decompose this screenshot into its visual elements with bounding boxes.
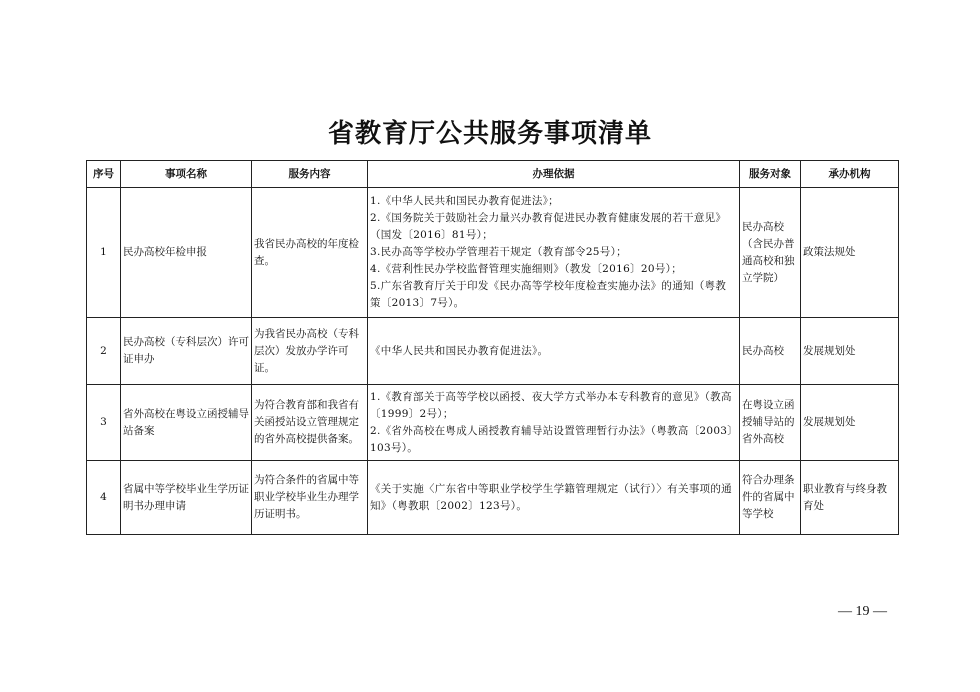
cell-item-name: 省属中等学校毕业生学历证明书办理申请 [121, 461, 252, 535]
cell-service-content: 为符合条件的省属中等职业学校毕业生办理学历证明书。 [252, 461, 368, 535]
header-item-name: 事项名称 [121, 161, 252, 188]
cell-service-content: 为符合教育部和我省有关函授站设立管理规定的省外高校提供备案。 [252, 385, 368, 461]
cell-service-content: 我省民办高校的年度检查。 [252, 188, 368, 318]
cell-org: 职业教育与终身教育处 [801, 461, 899, 535]
basis-line: 4.《营利性民办学校监督管理实施细则》（教发〔2016〕20号）； [370, 263, 682, 275]
basis-line: 5.广东省教育厅关于印发《民办高等学校年度检查实施办法》的通知（粤教策〔2013〕7号）。 [370, 280, 727, 309]
header-service-target: 服务对象 [740, 161, 801, 188]
cell-service-target: 民办高校 [740, 318, 801, 385]
cell-basis [368, 188, 740, 318]
cell-service-content: 为我省民办高校（专科层次）发放办学许可证。 [252, 318, 368, 385]
document-title: 省教育厅公共服务事项清单 [327, 119, 652, 149]
table-row [87, 318, 899, 385]
basis-line: 《中华人民共和国民办教育促进法》。 [370, 344, 549, 357]
cell-serial: 4 [87, 461, 121, 535]
header-basis: 办理依据 [368, 161, 740, 188]
basis-line: 1.《中华人民共和国民办教育促进法》； [370, 195, 559, 207]
cell-org: 发展规划处 [801, 318, 899, 385]
public-service-table [86, 160, 899, 535]
table-row [87, 461, 899, 535]
header-service-content: 服务内容 [252, 161, 368, 188]
cell-item-name: 民办高校年检申报 [121, 188, 252, 318]
header-org: 承办机构 [801, 161, 899, 188]
table-row [87, 385, 899, 461]
cell-serial: 2 [87, 318, 121, 385]
cell-org: 发展规划处 [801, 385, 899, 461]
header-serial: 序号 [87, 161, 121, 188]
basis-line: 《关于实施〈广东省中等职业学校学生学籍管理规定（试行）〉有关事项的通知》（粤教职〔2002〕123号）。 [370, 482, 732, 512]
cell-item-name: 民办高校（专科层次）许可证申办 [121, 318, 252, 385]
basis-line: 3.民办高等学校办学管理若干规定（教育部令25号）； [370, 246, 627, 258]
cell-service-target: 在粤设立函授辅导站的省外高校 [740, 385, 801, 461]
cell-serial: 3 [87, 385, 121, 461]
cell-serial: 1 [87, 188, 121, 318]
cell-item-name: 省外高校在粤设立函授辅导站备案 [121, 385, 252, 461]
basis-line: 2.《国务院关于鼓励社会力量兴办教育促进民办教育健康发展的若干意见》（国发〔2016〕81号）； [370, 212, 727, 241]
cell-org: 政策法规处 [801, 188, 899, 318]
table-header-row [87, 161, 899, 188]
page-number: — 19 — [838, 604, 887, 619]
table-row [87, 188, 899, 318]
cell-basis [368, 318, 740, 385]
basis-line: 1.《教育部关于高等学校以函授、夜大学方式举办本专科教育的意见》（教高〔1999〕2号）； [370, 390, 732, 420]
cell-service-target: 民办高校（含民办普通高校和独立学院） [740, 188, 801, 318]
cell-basis [368, 385, 740, 461]
basis-line: 2.《省外高校在粤成人函授教育辅导站设置管理暂行办法》（粤教高〔2003〕103号）。 [370, 424, 733, 454]
cell-basis [368, 461, 740, 535]
cell-service-target: 符合办理条件的省属中等学校 [740, 461, 801, 535]
